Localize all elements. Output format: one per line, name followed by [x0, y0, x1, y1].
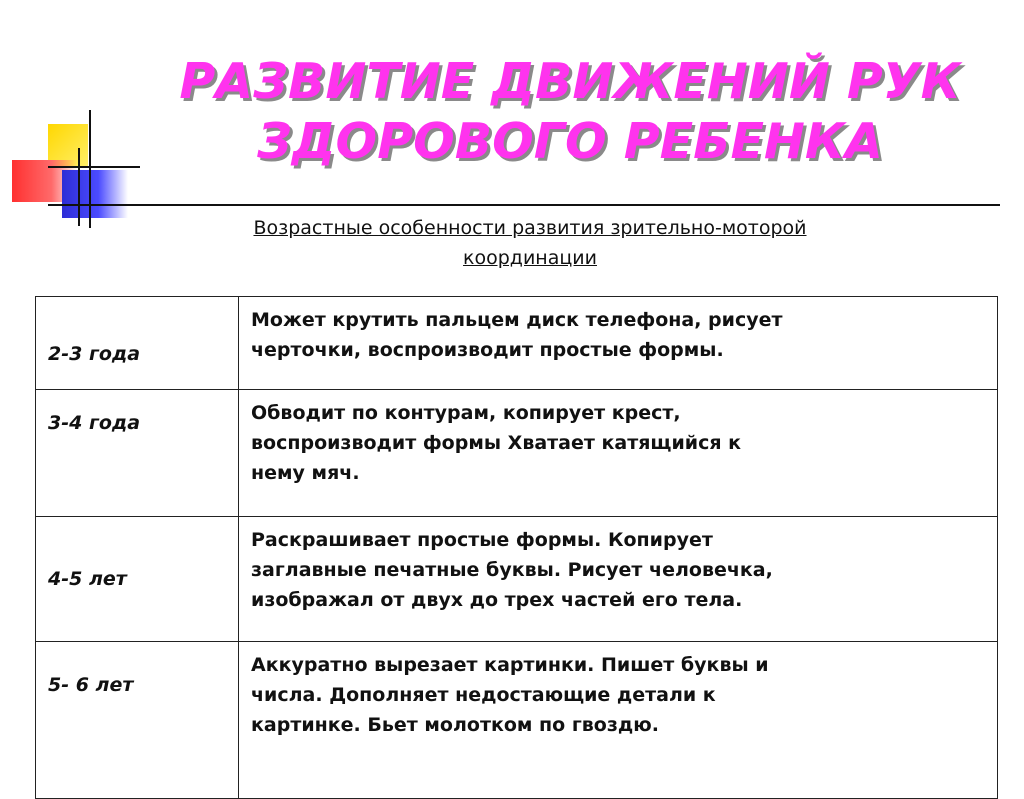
logo-vertical-line-2	[78, 148, 80, 226]
table-row	[36, 517, 998, 642]
desc-line: картинке. Бьет молотком по гвоздю.	[251, 714, 659, 736]
description-cell	[239, 297, 998, 390]
slide-subtitle	[130, 213, 930, 273]
title-line-2: ЗДОРОВОГО РЕБЕНКА	[257, 113, 883, 170]
logo-horizontal-line	[48, 166, 140, 168]
table-row	[36, 297, 998, 390]
header-divider-line	[48, 204, 1000, 206]
age-cell: 3-4 года	[36, 390, 239, 517]
desc-line: черточки, воспроизводит простые формы.	[251, 339, 724, 361]
age-cell: 2-3 года	[36, 297, 239, 390]
desc-line: Раскрашивает простые формы. Копирует	[251, 529, 713, 551]
desc-line: Аккуратно вырезает картинки. Пишет буквы и	[251, 654, 769, 676]
title-line-1: РАЗВИТИЕ ДВИЖЕНИЙ РУК	[179, 53, 961, 110]
desc-line: числа. Дополняет недостающие детали к	[251, 684, 716, 706]
desc-line: воспроизводит формы Хватает катящийся к	[251, 432, 742, 454]
age-table	[35, 296, 998, 799]
desc-line: нему мяч.	[251, 462, 360, 484]
age-cell: 4-5 лет	[36, 517, 239, 642]
desc-line: заглавные печатные буквы. Рисует человечка,	[251, 559, 773, 581]
description-cell	[239, 517, 998, 642]
subtitle-line-2: координации	[463, 247, 597, 269]
desc-line: Может крутить пальцем диск телефона, рисует	[251, 309, 783, 331]
slide-title	[130, 52, 1010, 172]
logo-vertical-line	[89, 110, 91, 228]
desc-line: Обводит по контурам, копирует крест,	[251, 402, 681, 424]
logo-blue-square	[62, 170, 128, 218]
description-cell	[239, 390, 998, 517]
subtitle-line-1: Возрастные особенности развития зрительно-моторой	[253, 217, 807, 239]
desc-line: изображал от двух до трех частей его тела.	[251, 589, 743, 611]
table-row	[36, 390, 998, 517]
table-row	[36, 642, 998, 799]
description-cell	[239, 642, 998, 799]
age-cell: 5- 6 лет	[36, 642, 239, 799]
